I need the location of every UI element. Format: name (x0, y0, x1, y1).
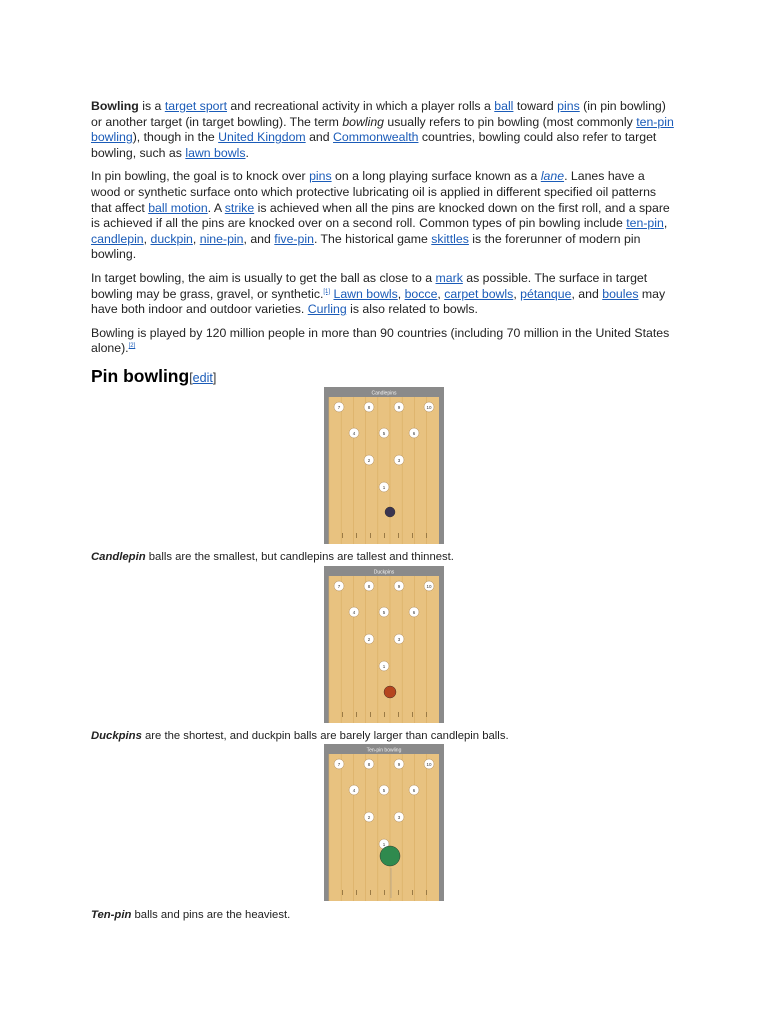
link-carpet-bowls[interactable]: carpet bowls (444, 286, 514, 301)
link-bocce[interactable]: bocce (404, 286, 438, 301)
pin-label: 8 (367, 583, 371, 589)
italic-term: bowling (342, 114, 385, 129)
lane-banner: Ten-pin bowling (366, 747, 402, 754)
link-curling[interactable]: Curling (307, 302, 347, 317)
article-body (91, 99, 677, 389)
lane-banner: Duckpins (373, 569, 395, 576)
pin-label: 8 (367, 404, 371, 410)
link-boules[interactable]: boules (602, 286, 639, 301)
lane-arrow (426, 533, 427, 538)
pin-label: 4 (352, 609, 356, 615)
bold-term: Bowling (91, 99, 139, 113)
bowling-ball (380, 846, 400, 866)
lane-surface (329, 397, 439, 544)
pin-label: 10 (426, 761, 432, 767)
pin-label: 10 (426, 583, 432, 589)
lane-arrow (426, 712, 427, 717)
lane-arrow (370, 533, 371, 538)
pin-label: 7 (337, 404, 341, 410)
ten-pin-lane-figure (324, 744, 444, 901)
intro-paragraph: Bowling is a target sport and recreational activity in which a player rolls a ball toward pins (in pin bowling) or another target (in target bowling). The term bowling usually refers to pin bowling (most commonly ten-pin bowling), though in the United Kingdom and Commonwealth countries, bowling could also refer to target bowling, such as lawn bowls. (91, 99, 674, 160)
lane-arrow (412, 712, 413, 717)
duckpin-lane-figure (324, 566, 444, 723)
pin-label: 10 (426, 404, 432, 410)
pin-label: 7 (337, 583, 341, 589)
pin-label: 3 (397, 636, 401, 642)
lane-arrow (356, 890, 357, 895)
pin-label: 9 (397, 761, 401, 767)
lane-arrow (356, 712, 357, 717)
pin-label: 2 (367, 636, 371, 642)
lane-arrow (370, 712, 371, 717)
pin-label: 6 (412, 430, 416, 436)
lane-arrow (412, 533, 413, 538)
pin-label: 1 (382, 663, 386, 669)
pin-label: 5 (382, 787, 386, 793)
pin-label: 3 (397, 457, 401, 463)
pin-label: 6 (412, 609, 416, 615)
link-ball-motion[interactable]: ball motion (148, 200, 208, 215)
duckpin-caption: Duckpins are the shortest, and duckpin balls are barely larger than candlepin balls. (91, 730, 509, 742)
section-heading (91, 365, 677, 389)
pin-label: 2 (367, 814, 371, 820)
link-mark[interactable]: mark (435, 270, 463, 285)
lane-arrow (384, 890, 385, 895)
link-target-sport[interactable]: target sport (164, 99, 228, 113)
lane-arrow (384, 533, 385, 538)
bowling-ball (385, 507, 395, 517)
candlepin-caption: Candlepin balls are the smallest, but candlepins are tallest and thinnest. (91, 551, 454, 563)
lane-arrow (342, 890, 343, 895)
pin-label: 2 (367, 457, 371, 463)
pin-label: 5 (382, 430, 386, 436)
lane-arrow (412, 890, 413, 895)
lane-arrow (398, 890, 399, 895)
pin-label: 8 (367, 761, 371, 767)
link-strike[interactable]: strike (224, 200, 255, 215)
link-ten-pin[interactable]: ten-pin (626, 216, 664, 231)
pin-label: 9 (397, 583, 401, 589)
pin-label: 4 (352, 787, 356, 793)
lane-arrow (370, 890, 371, 895)
pin-label: 4 (352, 430, 356, 436)
link-nine-pin[interactable]: nine-pin (199, 231, 244, 246)
lane-arrow (356, 533, 357, 538)
pin-label: 9 (397, 404, 401, 410)
reference-link-2[interactable]: [2] (128, 343, 136, 350)
link-ten-pin-bowling[interactable]: ten-pin bowling (91, 114, 674, 145)
pin-label: 1 (382, 484, 386, 490)
statistics-paragraph: Bowling is played by 120 million people in more than 90 countries (including 70 million in the United States alone).[2] (91, 325, 670, 356)
pin-bowling-paragraph: In pin bowling, the goal is to knock over pins on a long playing surface known as a lane. Lanes have a wood or synthetic surface onto which protective lubricating oil is applied in different specified oil patterns that affect ball motion. A strike is achieved when all the pins are knocked down on the first roll, and a spare is achieved if all the pins are knocked over on a second roll. Common types of pin bowling include ten-pin, candlepin, duckpin, nine-pin, and five-pin. The historical game skittles is the forerunner of modern pin bowling. (91, 169, 670, 262)
target-bowling-paragraph: In target bowling, the aim is usually to get the ball as close to a mark as possible. The surface in target bowling may be grass, gravel, or synthetic.[1] Lawn bowls, bocce, carpet bowls, pétanque, and boules may have both indoor and outdoor varieties. Curling is also related to bowls. (91, 270, 666, 317)
link-lawn-bowls[interactable]: Lawn bowls (333, 286, 398, 301)
link-united-kingdom[interactable]: United Kingdom (218, 130, 306, 145)
lane-arrow (426, 890, 427, 895)
lane-arrow (342, 533, 343, 538)
lane-surface (329, 754, 439, 901)
link-duckpin[interactable]: duckpin (150, 231, 193, 246)
link-ball[interactable]: ball (494, 99, 514, 113)
link-pins[interactable]: pins (557, 99, 580, 113)
pin-label: 7 (337, 761, 341, 767)
lane-banner: Candlepins (371, 390, 397, 397)
edit-section: [edit] (189, 370, 217, 385)
ten-pin-caption: Ten-pin balls and pins are the heaviest. (91, 909, 291, 921)
link-petanque[interactable]: pétanque (520, 286, 572, 301)
reference-link-1[interactable]: [1] (323, 288, 331, 295)
section-title: Pin bowling (91, 365, 190, 386)
link-candlepin[interactable]: candlepin (91, 231, 144, 246)
link-skittles[interactable]: skittles (431, 231, 469, 246)
pin-label: 5 (382, 609, 386, 615)
link-lawn-bowls[interactable]: lawn bowls (185, 145, 246, 160)
lane-surface (329, 576, 439, 723)
bowling-ball (384, 686, 396, 698)
link-lane[interactable]: lane (540, 169, 565, 184)
lane-arrow (342, 712, 343, 717)
edit-link[interactable]: edit (192, 370, 213, 385)
lane-arrow (384, 712, 385, 717)
pin-label: 3 (397, 814, 401, 820)
candlepin-lane-figure (324, 387, 444, 544)
link-commonwealth[interactable]: Commonwealth (333, 130, 419, 145)
pin-label: 6 (412, 787, 416, 793)
lane-arrow (398, 533, 399, 538)
lane-arrow (398, 712, 399, 717)
link-five-pin[interactable]: five-pin (274, 231, 314, 246)
pin-label: 1 (382, 841, 386, 847)
link-pins[interactable]: pins (309, 169, 332, 184)
